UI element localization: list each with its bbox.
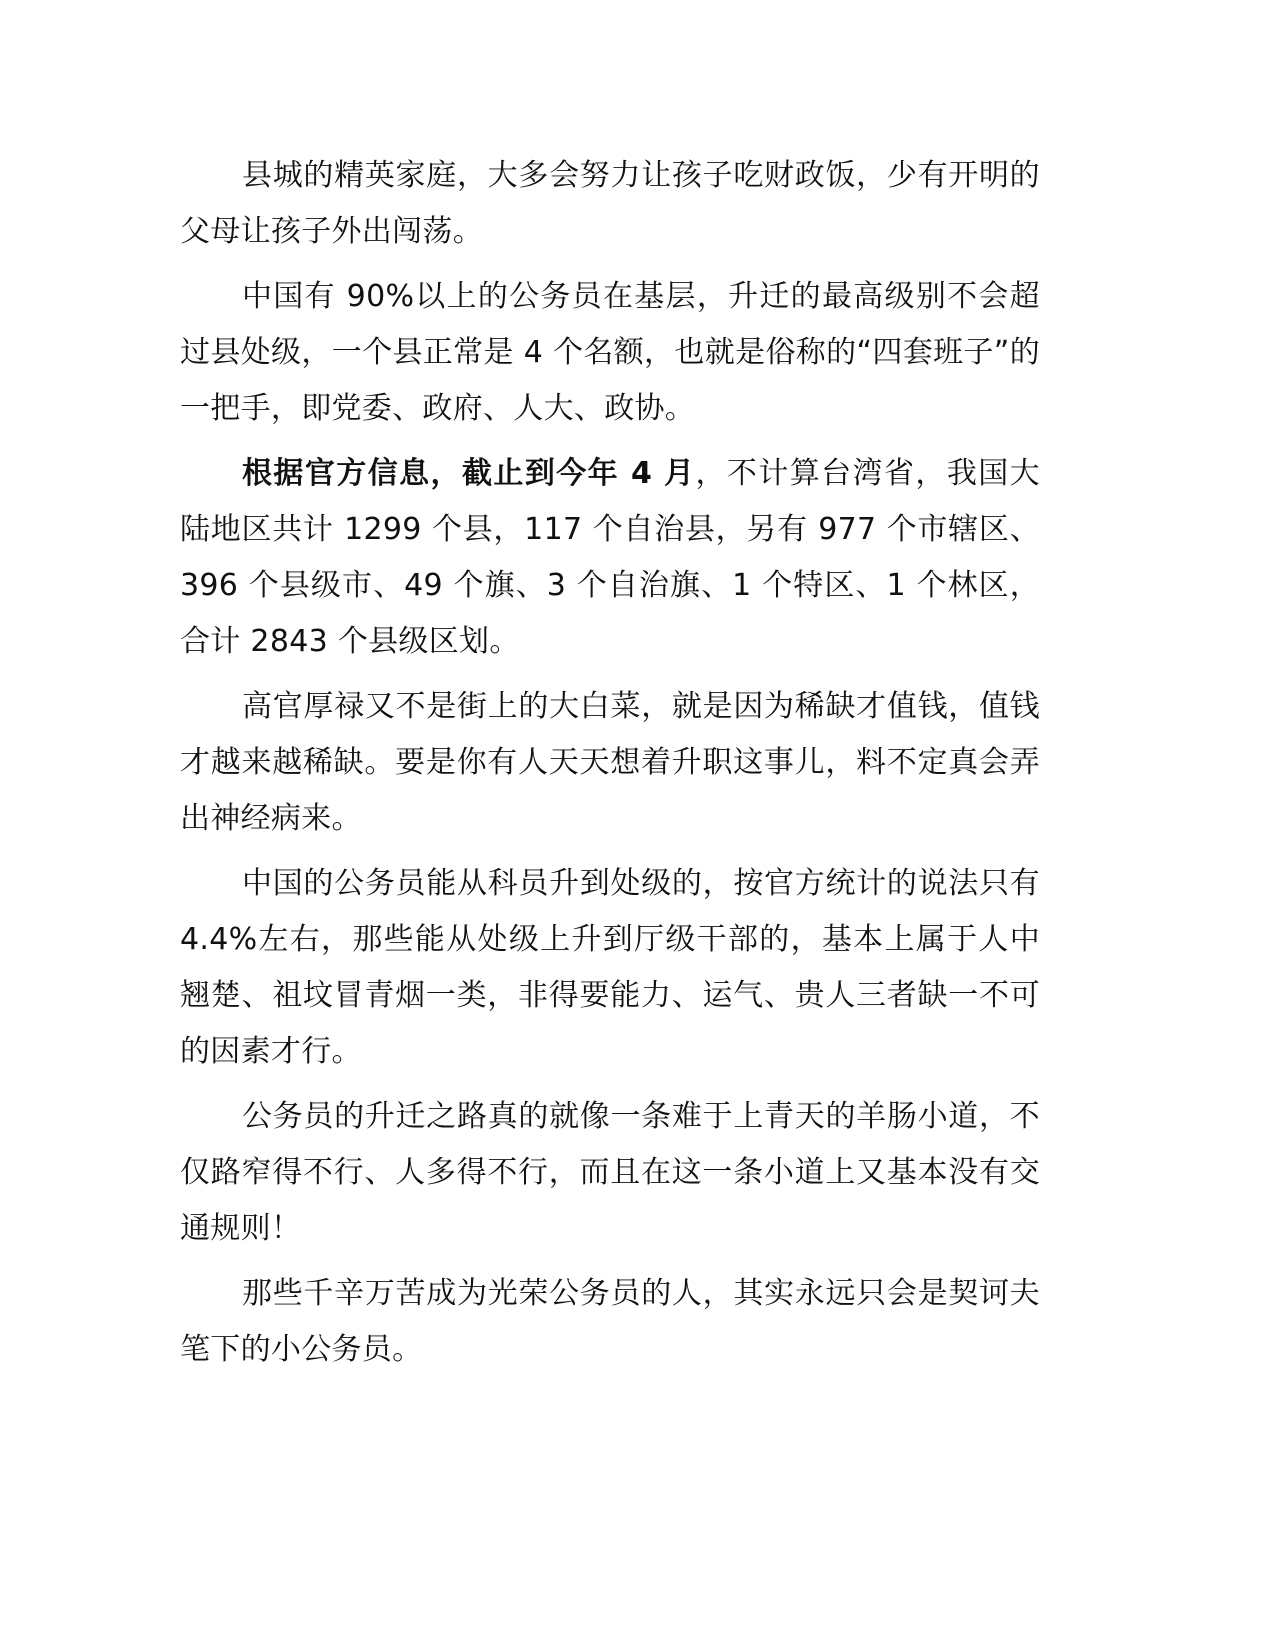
paragraph-text: ，不计算台湾省，我国大陆地区共计 1299 个县，117 个自治县，另有 977 个市辖区、396 个县级市、49 个旗、3 个自治旗、1 个特区、1 个林区，合计 2843 个县级区划。 [180,456,1040,659]
paragraph-2 [180,269,1040,437]
paragraph-bold-lead: 根据官方信息，截止到今年 4 月 [242,456,696,491]
paragraph-text: 高官厚禄又不是街上的大白菜，就是因为稀缺才值钱，值钱才越来越稀缺。要是你有人天天想着升职这事儿，料不定真会弄出神经病来。 [180,689,1040,836]
paragraph-7 [180,1266,1040,1378]
paragraph-6 [180,1089,1040,1257]
paragraph-text: 公务员的升迁之路真的就像一条难于上青天的羊肠小道，不仅路窄得不行、人多得不行，而且在这一条小道上又基本没有交通规则！ [180,1099,1040,1246]
paragraph-5 [180,856,1040,1080]
paragraph-text: 县城的精英家庭，大多会努力让孩子吃财政饭，少有开明的父母让孩子外出闯荡。 [180,158,1040,249]
paragraph-text: 中国的公务员能从科员升到处级的，按官方统计的说法只有 4.4%左右，那些能从处级上升到厅级干部的，基本上属于人中翘楚、祖坟冒青烟一类，非得要能力、运气、贵人三者缺一不可的因素才行。 [180,866,1040,1069]
paragraph-3 [180,446,1040,670]
paragraph-text: 那些千辛万苦成为光荣公务员的人，其实永远只会是契诃夫笔下的小公务员。 [180,1276,1040,1367]
paragraph-text: 中国有 90%以上的公务员在基层，升迁的最高级别不会超过县处级，一个县正常是 4 个名额，也就是俗称的“四套班子”的一把手，即党委、政府、人大、政协。 [180,279,1040,426]
paragraph-1 [180,148,1040,260]
paragraph-4 [180,679,1040,847]
document-body [180,148,1040,1387]
